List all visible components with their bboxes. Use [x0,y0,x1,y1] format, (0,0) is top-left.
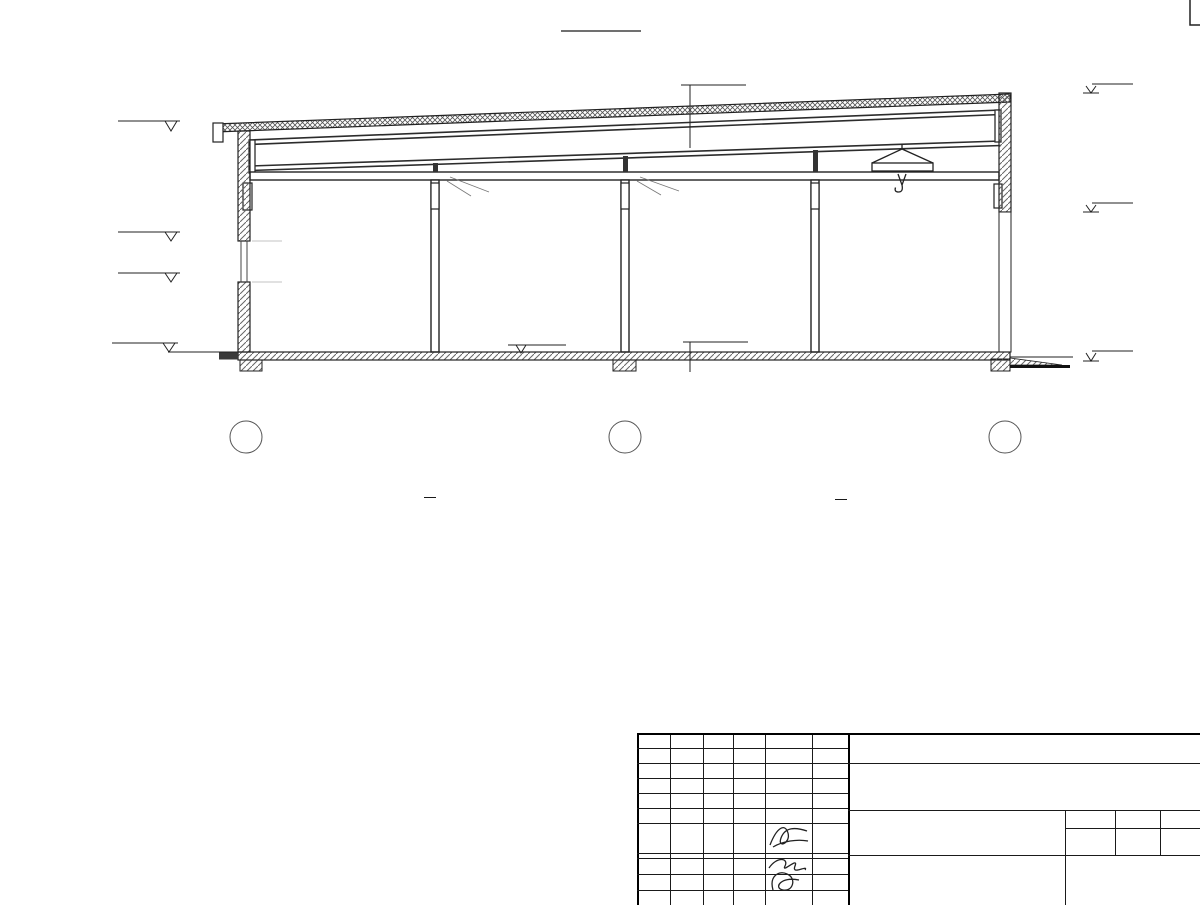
list-item [266,573,596,589]
list-item [664,644,1009,658]
crane-hoist [872,144,933,192]
level-marks-left [112,121,180,352]
list-item [664,684,1009,698]
right-wall [999,93,1011,352]
sostav1-list [266,541,596,653]
floor-slab [238,352,1010,360]
roof-fascia [213,123,223,142]
foundation-blocks [240,359,1010,371]
sostav1-title [424,496,436,498]
grid-axes [230,421,1021,453]
list-item [664,671,1009,685]
beam [250,172,999,180]
level-marks-right [1083,84,1133,361]
list-item [664,563,1009,577]
title-block [637,733,1200,905]
list-item [266,541,596,557]
sostav2-title [835,498,847,500]
list-item [664,657,1009,671]
signature-1 [767,821,811,853]
list-item [266,589,596,605]
left-footing [219,353,238,360]
left-wall [238,131,250,352]
list-item [266,605,596,621]
list-item [664,549,1009,563]
beam-brackets [243,183,1002,210]
frame-corner [1190,0,1200,25]
list-item [664,603,1009,617]
right-apron [1010,357,1073,367]
list-item [266,557,596,573]
list-item [664,630,1009,644]
list-item [664,590,1009,604]
list-item [266,621,596,637]
list-item [664,576,1009,590]
signature-2 [765,854,813,894]
list-item [266,637,596,653]
sostav2-list [664,549,1009,698]
list-item [664,617,1009,631]
